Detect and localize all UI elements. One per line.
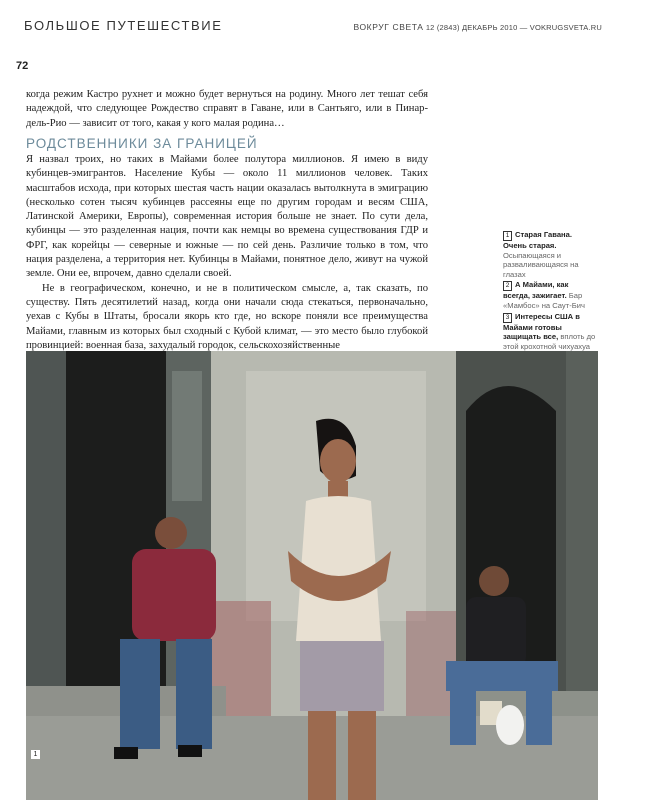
paragraph-2: Не в географическом, конечно, и не в политическом смысле, а, так сказать, по существу. Пять десятилетий назад, когда они начали сюда стекаться, первоначально, уехав с Кубы в Штаты, бросали якорь кто где, но вскоре поняли все преимущества Майами, главным из которых был сходный с Кубой климат, — это место было глубокой провинцией: военная база, захудалый городок, сельскохозяйственные [26,282,428,351]
article-body [26,153,428,353]
caption-title: Старая Гавана. Очень старая. [503,230,572,250]
caption-number: 3 [503,313,512,323]
photo-number: 1 [31,750,40,759]
photo-captions [503,230,597,352]
intro-text: когда режим Кастро рухнет и можно будет вернуться на родину. Много лет тешат себя надеждой, что следующее Рождество справят в Гаване, или в Сантьяго, или в Пинар-дель-Рио — зависит от того, какая у кого малая родина… [26,89,428,129]
caption-1 [503,230,597,279]
page-number: 72 [16,60,29,72]
caption-number: 1 [503,231,512,241]
running-header [353,22,602,32]
caption-text: Осыпающаяся и разваливающаяся на глазах [503,250,579,279]
street-photo [26,351,598,800]
paragraph-1: Я назвал троих, но таких в Майами более полутора миллионов. Я имею в виду кубинцев-эмигрантов. Население Кубы — около 11 миллионов человек. Таких масштабов исхода, при которых шестая часть нации оказалась вытолкнута в эмиграцию (несколько сотен тысяч кубинцев рассеяны еще по другим городам и весям США, Латинской Америки, Европы), современная история больше не знает. По сути дела, кубинцы — это разделенная нация, почти как немцы во времена существования ГДР и ФРГ, как корейцы — северные и южные — по сей день. Различие только в том, что нация разделена, а территория нет. Кубинцы в Майами, понятное дело, живут на чужой земле. Они ее, впрочем, давно сделали своей. [26,154,428,280]
section-title: БОЛЬШОЕ ПУТЕШЕСТВИЕ [24,18,223,33]
caption-2 [503,280,597,310]
caption-title: Интересы США в Майами готовы защищать все, [503,311,580,342]
caption-text: вплоть до этой крохотной чихуахуа [503,332,596,351]
street-photo-illustration [26,351,598,800]
magazine-name: ВОКРУГ СВЕТА [353,22,424,32]
caption-number: 2 [503,281,512,291]
intro-paragraph [26,88,428,131]
issue-info: 12 (2843) ДЕКАБРЬ 2010 — VOKRUGSVETA.RU [425,23,602,32]
section-subhead: РОДСТВЕННИКИ ЗА ГРАНИЦЕЙ [26,136,258,151]
caption-title: А Майами, как всегда, зажигает. [503,280,569,301]
caption-3 [503,312,597,352]
caption-text: Бар «Мамбос» на Саут-Бич [503,291,585,310]
